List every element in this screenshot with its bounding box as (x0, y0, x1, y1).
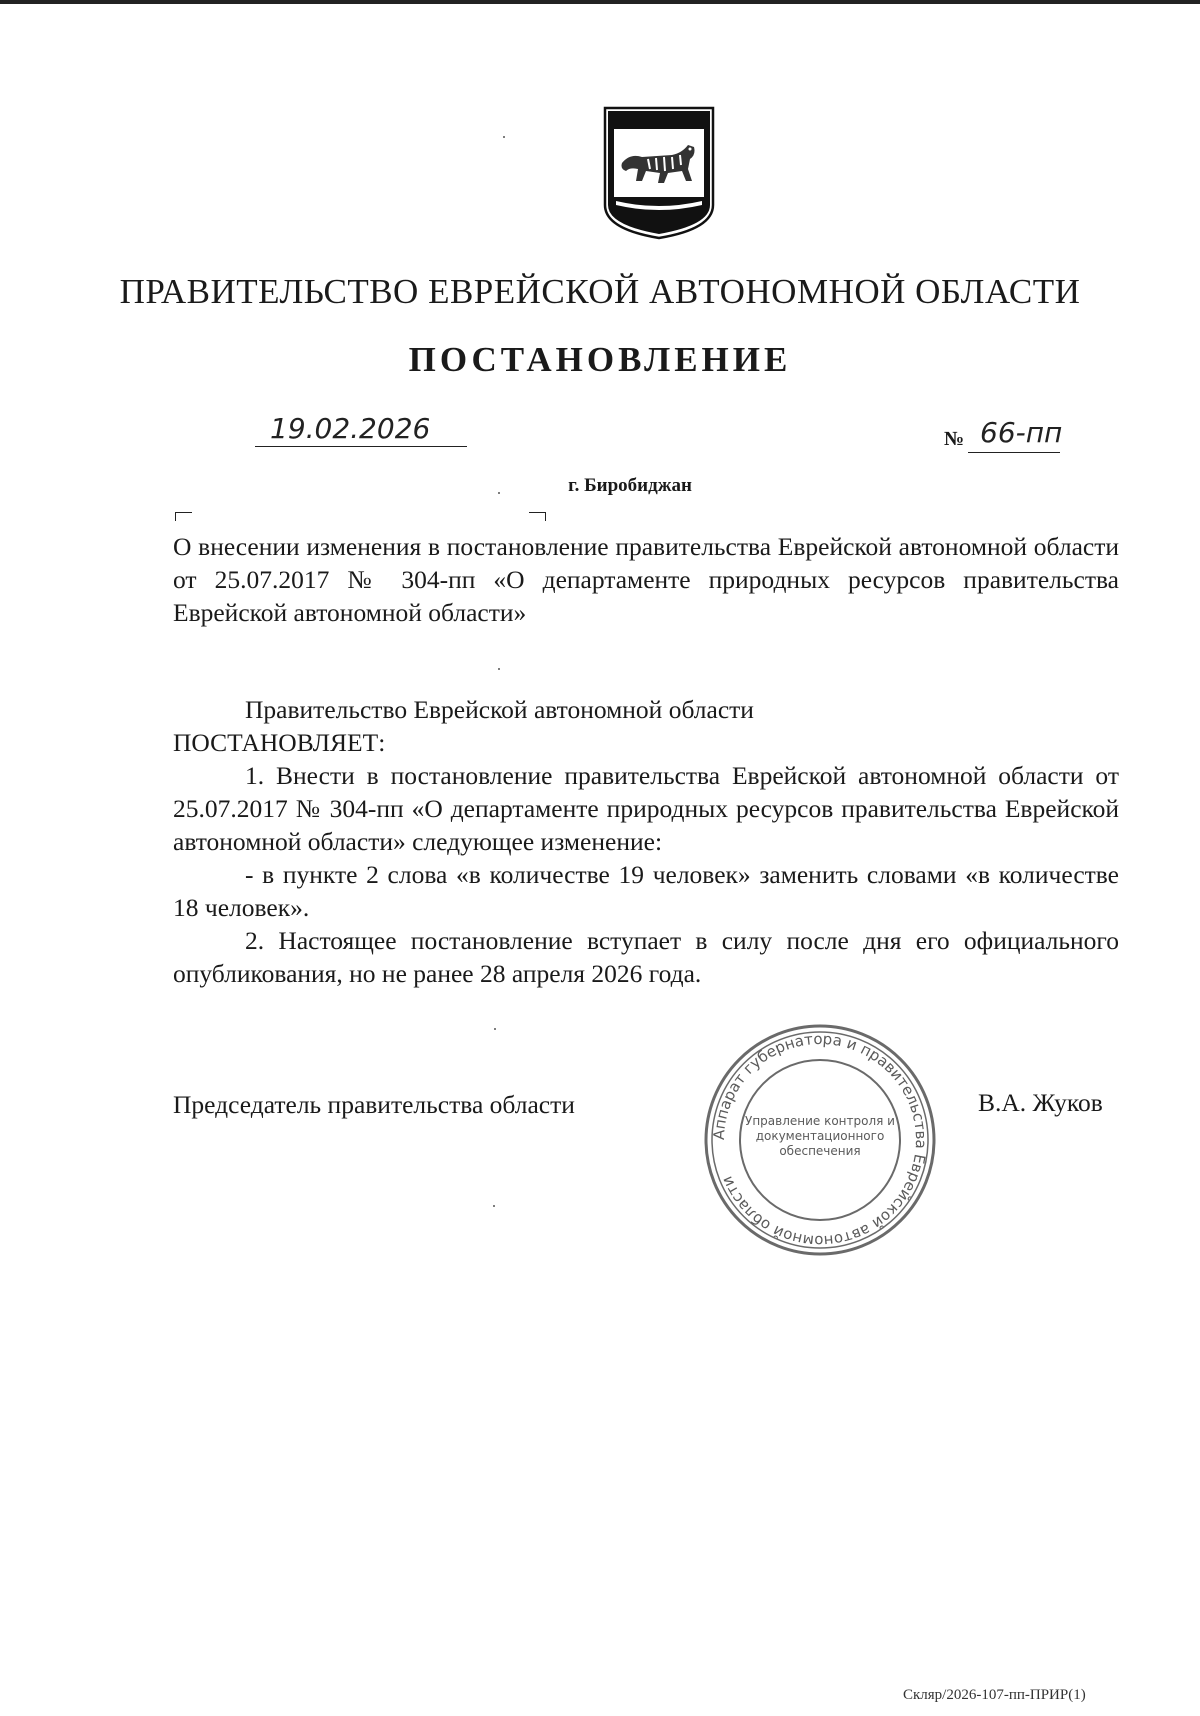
organization-header: ПРАВИТЕЛЬСТВО ЕВРЕЙСКОЙ АВТОНОМНОЙ ОБЛАСТИ (119, 272, 1081, 311)
signer-role: Председатель правительства области (173, 1090, 575, 1119)
item-2: 2. Настоящее постановление вступает в силу после дня его официального опубликования, но не ранее 28 апреля 2026 года. (173, 926, 1119, 988)
title-corner-left (175, 512, 192, 521)
handwritten-number: 66-пп (980, 416, 1063, 449)
date-underline (255, 446, 467, 447)
item-1: 1. Внести в постановление правительства Еврейской автономной области от 25.07.2017 № 304-пп «О департаменте природных ресурсов правительства Еврейской автономной области» следующее изменение: (173, 761, 1119, 856)
coat-of-arms-emblem (602, 105, 716, 241)
stamp-center-text: Управление контроля и документационного обеспечения (745, 1114, 895, 1158)
handwritten-date: 19.02.2026 (270, 412, 431, 445)
tiger-emblem-icon (602, 105, 716, 241)
scan-speck (494, 1028, 496, 1030)
number-label: № (944, 428, 965, 450)
scan-top-border (0, 0, 1200, 4)
signer-name: В.А. Жуков (978, 1088, 1103, 1117)
document-title (173, 530, 1119, 629)
official-stamp (702, 1022, 938, 1258)
number-underline (968, 452, 1060, 453)
stamp-ring-text: Аппарат губернатора и правительства Еврейской автономной области (709, 1029, 931, 1251)
document-type: ПОСТАНОВЛЕНИЕ (408, 340, 792, 379)
intro-text: Правительство Еврейской автономной области (245, 695, 754, 724)
title-text: О внесении изменения в постановление правительства Еврейской автономной области от 25.07.2017 № 304-пп «О департаменте природных ресурсов правительства Еврейской автономной области» (173, 532, 1119, 627)
footer-code: Скляр/2026-107-пп-ПРИР(1) (903, 1687, 1086, 1703)
city-name: г. Биробиджан (568, 475, 692, 496)
document-body (173, 693, 1119, 990)
item-1-sub: - в пункте 2 слова «в количестве 19 человек» заменить словами «в количестве 18 человек». (173, 860, 1119, 922)
scan-speck (493, 1205, 495, 1207)
scan-speck (498, 668, 500, 670)
scan-speck (503, 136, 505, 138)
title-corner-right (529, 512, 546, 521)
scan-speck (498, 492, 500, 494)
round-seal-icon (702, 1022, 938, 1258)
decree-word: ПОСТАНОВЛЯЕТ: (173, 728, 386, 757)
